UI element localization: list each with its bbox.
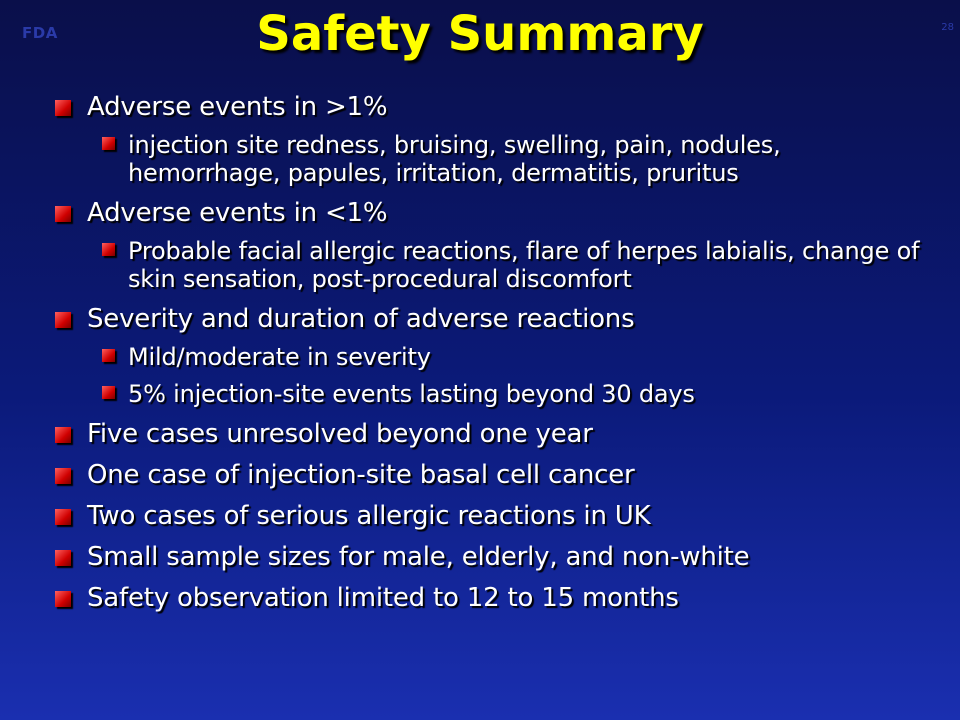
slide-number: 28 (941, 22, 954, 33)
bullet-text: Severity and duration of adverse reactions (87, 304, 635, 334)
square-bullet-icon (55, 509, 71, 525)
sub-bullet-item (55, 131, 935, 187)
square-bullet-icon (102, 137, 115, 150)
bullet-item (55, 460, 935, 490)
square-bullet-icon (55, 312, 71, 328)
square-bullet-icon (55, 591, 71, 607)
bullet-text: Small sample sizes for male, elderly, and non-white (87, 542, 750, 572)
square-bullet-icon (102, 386, 115, 399)
square-bullet-icon (55, 206, 71, 222)
bullet-item (55, 92, 935, 122)
square-bullet-icon (55, 550, 71, 566)
slide-title: Safety Summary (256, 6, 704, 62)
sub-bullet-item (55, 380, 935, 408)
bullet-text: One case of injection-site basal cell cancer (87, 460, 635, 490)
bullet-item (55, 583, 935, 613)
bullet-text: Adverse events in >1% (87, 92, 388, 122)
bullet-item (55, 542, 935, 572)
bullet-text: Adverse events in <1% (87, 198, 388, 228)
bullet-text: Probable facial allergic reactions, flare of herpes labialis, change of skin sensation, post-procedural discomfort (128, 237, 920, 293)
bullet-text: injection site redness, bruising, swelling, pain, nodules, hemorrhage, papules, irritation, dermatitis, pruritus (128, 131, 781, 187)
square-bullet-icon (55, 100, 71, 116)
square-bullet-icon (102, 243, 115, 256)
fda-logo: FDA (22, 24, 58, 42)
bullet-text: Safety observation limited to 12 to 15 months (87, 583, 679, 613)
bullet-text: 5% injection-site events lasting beyond 30 days (128, 380, 695, 408)
bullet-item (55, 419, 935, 449)
sub-bullet-item (55, 237, 935, 293)
bullet-item (55, 198, 935, 228)
bullet-item (55, 501, 935, 531)
bullet-text: Five cases unresolved beyond one year (87, 419, 593, 449)
bullet-list (55, 92, 935, 613)
square-bullet-icon (102, 349, 115, 362)
bullet-text: Mild/moderate in severity (128, 343, 431, 371)
bullet-text: Two cases of serious allergic reactions in UK (87, 501, 651, 531)
sub-bullet-item (55, 343, 935, 371)
square-bullet-icon (55, 427, 71, 443)
bullet-item (55, 304, 935, 334)
square-bullet-icon (55, 468, 71, 484)
